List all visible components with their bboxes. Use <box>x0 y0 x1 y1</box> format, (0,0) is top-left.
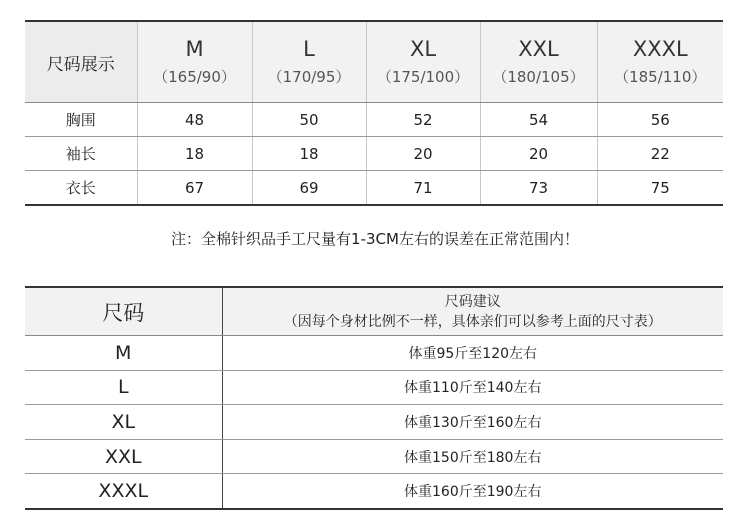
weight-advice-cell: 体重130斤至160左右 <box>222 405 723 440</box>
table-row <box>25 439 723 474</box>
table-cell: 50 <box>252 103 366 137</box>
size-name: XXL <box>518 37 559 61</box>
size-range: （175/100） <box>376 68 470 86</box>
size-cell: XL <box>25 405 222 440</box>
table-row <box>25 405 723 440</box>
size-range: （170/95） <box>267 68 351 86</box>
weight-advice-cell: 体重160斤至190左右 <box>222 474 723 509</box>
table-cell: 69 <box>252 171 366 206</box>
size-cell: M <box>25 336 222 371</box>
table-cell: 20 <box>366 137 480 171</box>
row-label: 袖长 <box>25 137 137 171</box>
size-name: XXXL <box>632 37 688 61</box>
weight-advice-cell: 体重110斤至140左右 <box>222 370 723 405</box>
table-cell: 18 <box>137 137 252 171</box>
size-column-m <box>137 21 252 103</box>
size-name: M <box>185 37 204 61</box>
size-chart-header-row <box>25 21 723 103</box>
table-cell: 73 <box>480 171 597 206</box>
size-range: （180/105） <box>492 68 585 86</box>
table-row <box>25 474 723 509</box>
size-column-xxxl <box>597 21 723 103</box>
size-cell: L <box>25 370 222 405</box>
size-range: （165/90） <box>153 68 236 86</box>
size-column-xl <box>366 21 480 103</box>
size-column-xxl <box>480 21 597 103</box>
table-row <box>25 370 723 405</box>
table-cell: 52 <box>366 103 480 137</box>
size-name: XL <box>409 37 437 61</box>
table-cell: 48 <box>137 103 252 137</box>
size-chart-header-label: 尺码展示 <box>25 21 137 103</box>
weight-advice-cell: 体重150斤至180左右 <box>222 439 723 474</box>
size-name: L <box>303 37 315 61</box>
size-range: （185/110） <box>614 68 707 86</box>
row-label: 衣长 <box>65 179 96 197</box>
table-row <box>25 171 723 206</box>
table-cell: 20 <box>480 137 597 171</box>
weight-advice-cell: 体重95斤至120左右 <box>222 336 723 371</box>
size-advice-header-row <box>25 287 723 336</box>
table-row <box>25 137 723 171</box>
table-row <box>25 103 723 137</box>
size-advice-table <box>25 286 723 510</box>
size-cell: XXXL <box>98 480 149 503</box>
size-column-l <box>252 21 366 103</box>
table-cell: 18 <box>252 137 366 171</box>
table-cell: 54 <box>480 103 597 137</box>
table-cell: 56 <box>597 103 723 137</box>
size-chart-table <box>25 20 723 206</box>
row-label: 胸围 <box>25 103 137 137</box>
advice-header-title: 尺码建议 <box>444 293 501 310</box>
table-cell: 67 <box>137 171 252 206</box>
advice-header-subtitle: （因每个身材比例不一样，具体亲们可以参考上面的尺寸表） <box>283 313 662 330</box>
table-cell: 75 <box>597 171 723 206</box>
table-cell: 22 <box>597 137 723 171</box>
table-row <box>25 336 723 371</box>
measurement-note: 注：全棉针织品手工尺量有1-3CM左右的误差在正常范围内！ <box>171 230 579 248</box>
advice-column-header <box>222 287 723 336</box>
size-cell: XXL <box>25 439 222 474</box>
size-column-header: 尺码 <box>25 287 222 336</box>
table-cell: 71 <box>366 171 480 206</box>
